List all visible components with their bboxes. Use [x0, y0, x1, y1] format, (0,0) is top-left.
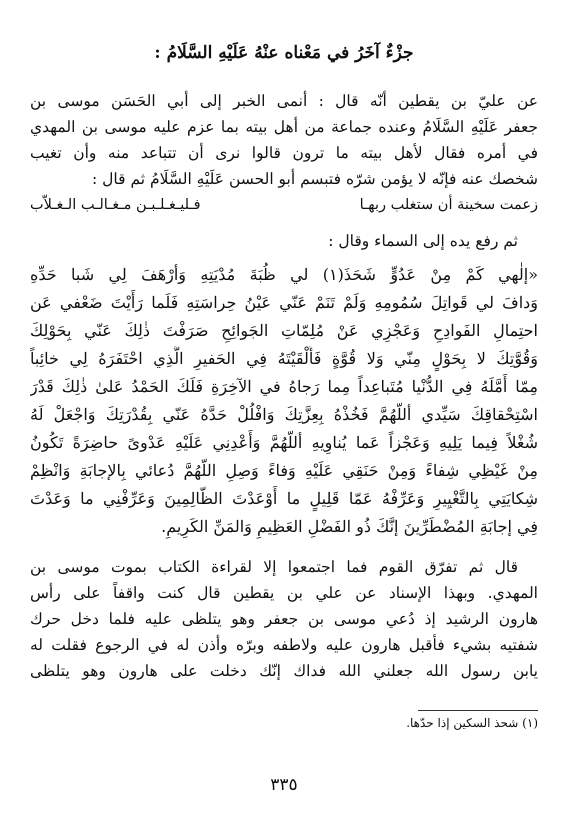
section-title: جزْءٌ آخَرُ في مَعْناه عنْهُ عَلَيْهِ السَّلَامُ : — [154, 43, 414, 63]
prayer-line-3: احتِمالِ الفَوادِحِ وَعَجْزِي عَنْ مُلِمّاتِ الجَوائِحِ صَرَفْتَ ذٰلِكَ عَنّي بِحَوْلِكَ — [30, 321, 538, 340]
prayer-line-4: وَقُوَّتِكَ لا بِحَوْلٍ مِنّي وَلا قُوَّةٍ فَأَلْقَيْتَهُ فِي الحَفيرِ الَّذِي احْتَفَرَهُ لِي خائِباً — [30, 349, 538, 368]
footnote: (١) شحذ السكين إذا حدّها. — [406, 716, 538, 730]
intro-line-4: شخصك عنه فإنّه لا يؤمن شرّه فتبسم أبو الحسن عَلَيْهِ السَّلَامُ ثم قال : — [92, 170, 538, 188]
intro-line-3: في أمره فقال لأهل بيته ما ترون قالوا نرى أن تتباعد منه وأن تغيب — [30, 144, 538, 162]
poem-hemistich-right: زعمت سخينة أن ستغلب ربهـا — [359, 197, 538, 213]
prayer-line-5: مِمّا أَمَّلَهُ فِي الدُّنْيا مُتَباعِداً مِما رَجاهُ في الآخِرَةِ فَلَكَ الحَمْدُ عَلىٰ ذٰلِكَ قَدْرَ — [30, 377, 538, 396]
intro-line-2: جعفر عَلَيْهِ السَّلَامُ وعنده جماعة من أهل بيته بما عزم عليه موسى بن المهدي — [30, 118, 538, 136]
prayer-line-7: شُغْلاً فِيما يَلِيهِ وَعَجْزاً عَما يُناوِيهِ أللّهُمَّ وَأَعْدِنِي عَلَيْهِ عَدْوىً حاضِرَةً تَكُونُ — [30, 433, 538, 452]
raised-hands-line: ثم رفع يده إلى السماء وقال : — [328, 232, 518, 250]
closing-line-1: قال ثم تفرّق القوم فما اجتمعوا إلا لقراءة الكتاب بموت موسى بن — [30, 558, 518, 576]
footnote-divider — [418, 710, 538, 711]
intro-line-1: عن عليّ بن يقطين أنّه قال : أنمى الخبر إلى أبي الحَسَن موسى بن — [30, 92, 538, 110]
prayer-line-2: وَدافَ لي قَواتِلَ سُمُومِهِ وَلَمْ تَنَمْ عَنّي عَيْنُ حِراسَتِهِ فَلَما رَأَيْتَ ضَعْفي عَن — [30, 293, 538, 312]
prayer-line-8: مِنْ غَيْظِي شِفاءً وَمِنْ حَنَقِي عَلَيْهِ وَفاءً وَصِلِ اللّهُمَّ دُعائي بِالإجابَةِ وَانْظِمْ — [30, 461, 538, 480]
closing-line-4: شفتيه بشيء فأقبل هارون عليه ولاطفه وبرّه وأذن له في الرجوع فقلت له — [30, 636, 538, 654]
prayer-line-1: «إلٰهي كَمْ مِنْ عَدُوٍّ شَحَذَ(١) لي ظُبَةَ مُدْيَتِهِ وَأرْهَفَ لِي شَبا حَدِّهِ — [30, 265, 538, 284]
closing-line-3: هارون الرشيد إذ دُعي موسى بن جعفر وهو يتلظى عليه فلما دخل حرك — [30, 610, 538, 628]
closing-line-5: يابن رسول الله جعلني الله فداك إنّك دخلت على هارون وهو يتلظى — [30, 662, 538, 680]
closing-line-2: المهدي. وبهذا الإسناد عن علي بن يقطين قال كنت واقفاً على رأس — [30, 584, 538, 602]
page-number: ٣٣٥ — [270, 775, 298, 795]
prayer-line-6: اسْتِحْقاقِكَ سَيِّدي أللّهُمَّ فَخُذْهُ بِعِزَّتِكَ وَافْلُلْ حَدَّهُ عَنّي بِقُدْرَتِكَ وَاجْعَلْ لَهُ — [30, 405, 538, 424]
poem-hemistich-left: فـليـغـلـبـن مـغـالـب الـغـلاّب — [30, 197, 201, 213]
prayer-line-10: فِي إجابَةِ المُضْطَرِّينَ إنَّكَ ذُو الفَضْلِ العَظِيمِ وَالمَنِّ الكَرِيمِ. — [161, 517, 538, 536]
prayer-line-9: شِكايَتِي بِالتَّغْيِيرِ وَعَرِّفْهُ عَمّا قَلِيلٍ ما أَوْعَدْتَ الظّالِمِينَ وَعَرِّفْنِي ما وَعَدْتَ — [30, 489, 538, 508]
